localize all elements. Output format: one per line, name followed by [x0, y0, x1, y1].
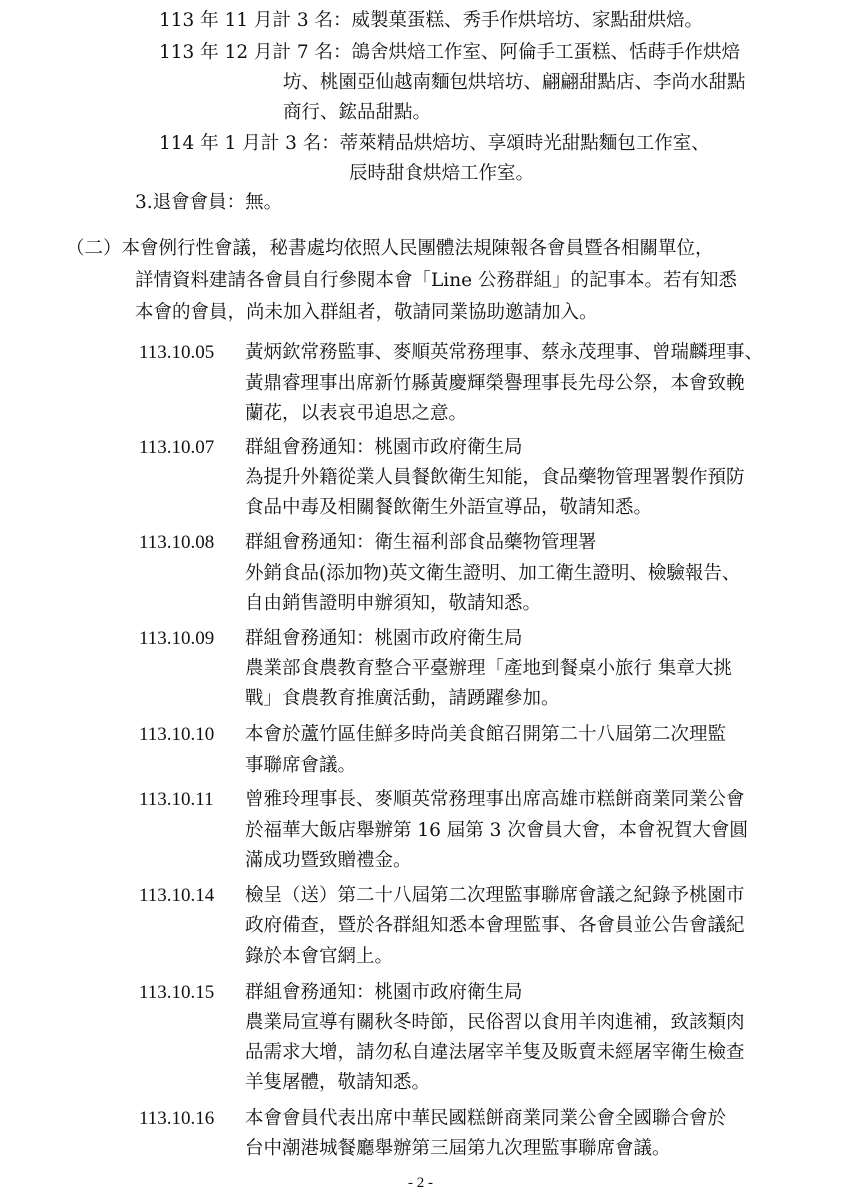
entry-date: 113.10.05: [139, 342, 215, 363]
entry-text-line: 外銷食品(添加物)英文衛生證明、加工衛生證明、檢驗報告、: [245, 563, 741, 584]
entry-text-line: 蘭花，以表哀弔追思之意。: [245, 403, 468, 424]
entry-text-line: 群組會務通知：桃園市政府衛生局: [245, 982, 523, 1003]
entry-date: 113.10.07: [139, 437, 215, 458]
entry-text-line: 曾雅玲理事長、麥順英常務理事出席高雄市糕餅商業同業公會: [245, 789, 745, 810]
entry-text-line: 本會於蘆竹區佳鮮多時尚美食館召開第二十八屆第二次理監: [245, 724, 727, 745]
entry-date: 113.10.08: [139, 532, 215, 553]
members-jan-line-1: 114 年 1 月計 3 名：蒂萊精品烘焙坊、享頌時光甜點麵包工作室、: [159, 133, 710, 154]
entry-text-line: 羊隻屠體，敬請知悉。: [245, 1072, 431, 1093]
entry-date: 113.10.14: [139, 885, 215, 906]
entry-date: 113.10.11: [139, 789, 214, 810]
entry-text-line: 自由銷售證明申辦須知，敬請知悉。: [245, 593, 542, 614]
entry-text-line: 農業局宣導有關秋冬時節，民俗習以食用羊肉進補，致該類肉: [245, 1012, 745, 1033]
members-dec-line-2: 坊、桃園亞仙越南麵包烘培坊、翩翩甜點店、李尚水甜點: [283, 72, 746, 93]
entry-date: 113.10.15: [139, 982, 215, 1003]
entry-text-line: 戰」食農教育推廣活動，請踴躍參加。: [245, 688, 560, 709]
entry-date: 113.10.10: [139, 724, 215, 745]
entry-text-line: 農業部食農教育整合平臺辦理「產地到餐桌小旅行 集章大挑: [245, 658, 732, 679]
entry-date: 113.10.16: [139, 1108, 215, 1129]
entry-text-line: 錄於本會官網上。: [245, 946, 394, 967]
withdrawn-members: 3.退會會員：無。: [135, 192, 283, 213]
entry-text-line: 政府備查，暨於各群組知悉本會理監事、各會員並公告會議紀: [245, 915, 745, 936]
entry-text-line: 黃炳欽常務監事、麥順英常務理事、蔡永茂理事、曾瑞麟理事、: [245, 342, 764, 363]
page-number: - 2 -: [408, 1175, 433, 1191]
entry-text-line: 群組會務通知：桃園市政府衛生局: [245, 437, 523, 458]
entry-text-line: 台中潮港城餐廳舉辦第三屆第九次理監事聯席會議。: [245, 1138, 671, 1159]
entry-text-line: 事聯席會議。: [245, 755, 357, 776]
entry-text-line: 群組會務通知：桃園市政府衛生局: [245, 628, 523, 649]
members-dec-line-3: 商行、鋐品甜點。: [283, 102, 432, 123]
section-2-line-1: （二）本會例行性會議，秘書處均依照人民團體法規陳報各會員暨各相關單位，: [66, 238, 714, 259]
members-jan-line-2: 辰時甜食烘焙工作室。: [349, 163, 535, 184]
section-2-line-3: 本會的會員，尚未加入群組者，敬請同業協助邀請加入。: [135, 302, 598, 323]
entry-text-line: 於福華大飯店舉辦第 16 屆第 3 次會員大會，本會祝賀大會圓: [245, 820, 748, 841]
members-dec-line-1: 113 年 12 月計 7 名：鴿舍烘焙工作室、阿倫手工蛋糕、恬蒔手作烘焙: [159, 42, 741, 63]
entry-text-line: 滿成功暨致贈禮金。: [245, 850, 412, 871]
entry-text-line: 為提升外籍從業人員餐飲衛生知能，食品藥物管理署製作預防: [245, 467, 745, 488]
entry-text-line: 本會會員代表出席中華民國糕餅商業同業公會全國聯合會於: [245, 1108, 727, 1129]
entry-text-line: 檢呈（送）第二十八屆第二次理監事聯席會議之紀錄予桃園市: [245, 885, 745, 906]
entry-text-line: 品需求大增，請勿私自違法屠宰羊隻及販賣未經屠宰衛生檢查: [245, 1042, 745, 1063]
entry-date: 113.10.09: [139, 628, 215, 649]
entry-text-line: 群組會務通知：衛生福利部食品藥物管理署: [245, 532, 597, 553]
section-2-line-2: 詳情資料建請各會員自行參閱本會「Line 公務群組」的記事本。若有知悉: [135, 270, 737, 291]
members-nov-line-1: 113 年 11 月計 3 名：威製菓蛋糕、秀手作烘培坊、家點甜烘焙。: [159, 10, 704, 31]
entry-text-line: 食品中毒及相關餐飲衛生外語宣導品，敬請知悉。: [245, 497, 653, 518]
entry-text-line: 黃鼎睿理事出席新竹縣黃慶輝榮譽理事長先母公祭，本會致輓: [245, 373, 745, 394]
